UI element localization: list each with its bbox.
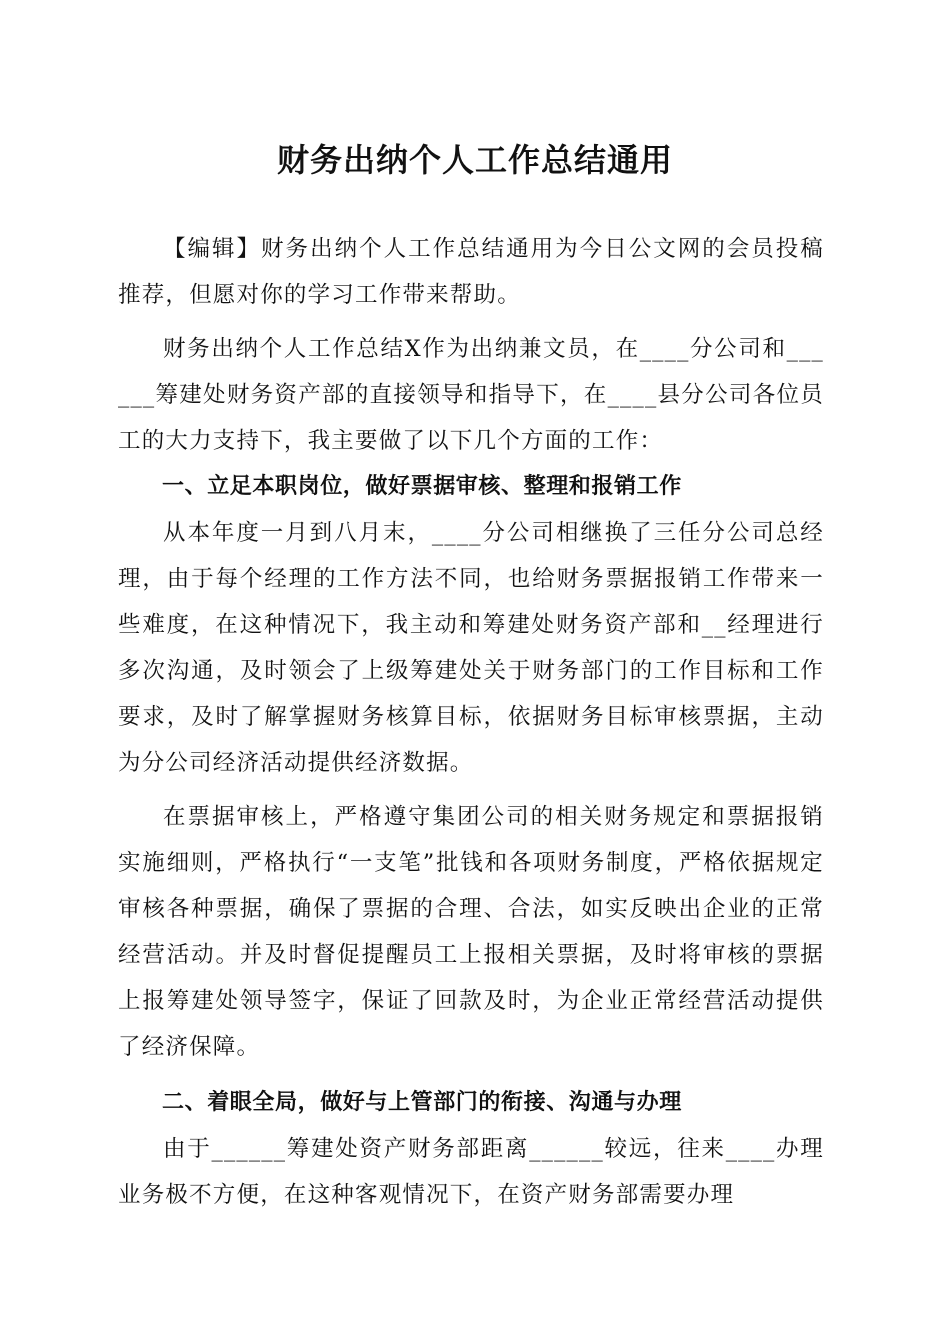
intro-paragraph: 财务出纳个人工作总结X作为出纳兼文员，在____分公司和______筹建处财务资产部的直接领导和指导下，在____县分公司各位员工的大力支持下，我主要做了以下几个方面的工作： bbox=[118, 336, 824, 454]
body-paragraph: 从本年度一月到八月末，____分公司相继换了三任分公司总经理，由于每个经理的工作方法不同，也给财务票据报销工作带来一些难度，在这种情况下，我主动和筹建处财务资产部和__经理进行多次沟通，及时领会了上级筹建处关于财务部门的工作目标和工作要求，及时了解掌握财务核算目标，依据财务目标审核票据，主动为分公司经济活动提供经济数据。 bbox=[118, 520, 824, 776]
document-title: 财务出纳个人工作总结通用 bbox=[276, 141, 673, 179]
body-paragraph: 在票据审核上，严格遵守集团公司的相关财务规定和票据报销实施细则，严格执行“一支笔”批钱和各项财务制度，严格依据规定审核各种票据，确保了票据的合理、合法，如实反映出企业的正常经营活动。并及时督促提醒员工上报相关票据，及时将审核的票据上报筹建处领导签字，保证了回款及时，为企业正常经营活动提供了经济保障。 bbox=[118, 804, 824, 1060]
document-body bbox=[118, 226, 824, 1218]
section-heading-2: 二、着眼全局，做好与上管部门的衔接、沟通与办理 bbox=[162, 1090, 682, 1115]
editor-note-paragraph: 【编辑】财务出纳个人工作总结通用为今日公文网的会员投稿推荐，但愿对你的学习工作带来帮助。 bbox=[118, 236, 824, 308]
section-heading-1: 一、立足本职岗位，做好票据审核、整理和报销工作 bbox=[162, 474, 682, 499]
body-paragraph: 由于______筹建处资产财务部距离______较远，往来____办理业务极不方便，在这种客观情况下，在资产财务部需要办理 bbox=[118, 1136, 824, 1208]
